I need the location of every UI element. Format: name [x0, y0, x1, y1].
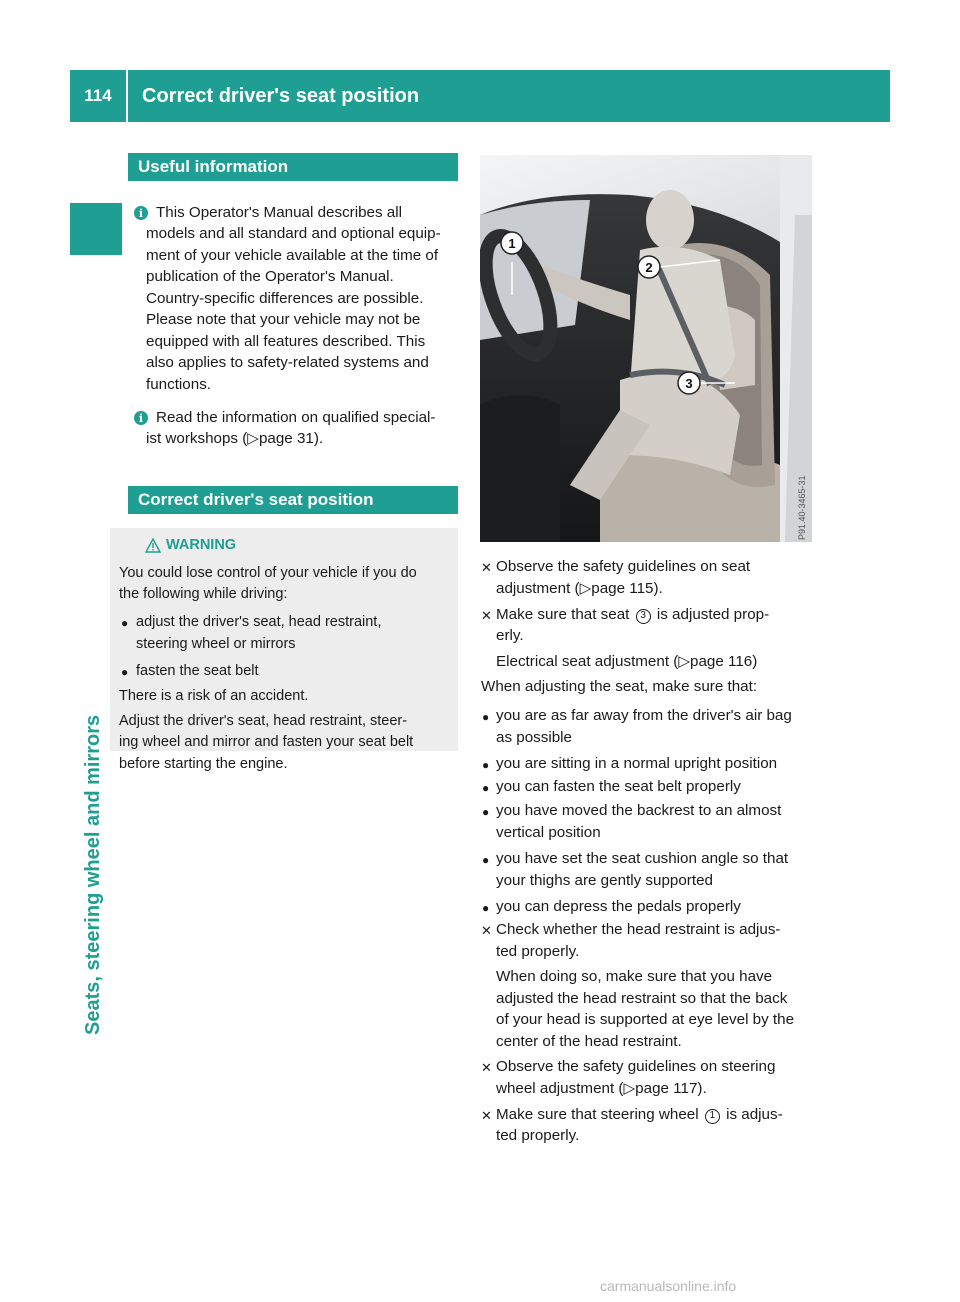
warning-text: ing wheel and mirror and fasten your seat belt [119, 734, 414, 750]
page-ref-arrow-icon: ▷ [623, 1080, 636, 1097]
bullet-text: you have set the seat cushion angle so that [496, 850, 789, 867]
bullet-text: you have moved the backrest to an almost [496, 802, 782, 819]
side-tab-marker [70, 203, 122, 255]
step-text: Check whether the head restraint is adjus- [496, 921, 781, 938]
info-note-line: equipped with all features described. This [146, 333, 426, 350]
warning-text: the following while driving: [119, 586, 288, 602]
bullet-text: as possible [496, 729, 572, 746]
page-ref-arrow-icon: ▷ [579, 580, 592, 597]
page-ref-arrow-icon: ▷ [247, 430, 259, 447]
info-note-line: publication of the Operator's Manual. [146, 268, 394, 285]
page-number: 114 [84, 86, 112, 105]
info-icon: i [134, 411, 148, 425]
warning-triangle-icon [145, 538, 161, 553]
side-tab-label: Seats, steering wheel and mirrors [82, 714, 104, 1035]
watermark: carmanualsonline.info [600, 1278, 737, 1294]
ref-text: ist workshops ( [146, 430, 248, 447]
bullet-icon: ● [482, 781, 490, 795]
step-text [496, 1104, 783, 1126]
bullet-text: you are as far away from the driver's air bag [496, 707, 792, 724]
warning-text: Adjust the driver's seat, head restraint, steer- [119, 713, 408, 729]
step-detail: adjusted the head restraint so that the back [496, 990, 788, 1007]
step-detail: of your head is supported at eye level by the [496, 1011, 795, 1028]
step-arrow-icon: ✕ [481, 1060, 492, 1075]
useful-info-heading: Useful information [128, 153, 458, 181]
callout-3: 3 [685, 376, 693, 391]
step-text [496, 651, 757, 673]
page-ref-link[interactable]: page 117). [635, 1080, 707, 1097]
section-heading: Correct driver's seat position [128, 486, 458, 514]
page-ref-link[interactable]: page 115). [591, 580, 663, 597]
bullet-icon: ● [121, 665, 129, 679]
page-title: Correct driver's seat position [142, 84, 420, 107]
step-text: Observe the safety guidelines on steering [496, 1058, 776, 1075]
info-note-line [146, 428, 323, 450]
bullet-text: you can depress the pedals properly [496, 898, 741, 915]
info-note-line: models and all standard and optional equip- [146, 225, 441, 242]
warning-text: There is a risk of an accident. [119, 688, 309, 704]
bullet-icon: ● [121, 616, 129, 630]
bullet-text: you are sitting in a normal upright position [496, 755, 778, 772]
warning-title: WARNING [166, 537, 237, 553]
bullet-text: your thighs are gently supported [496, 872, 713, 889]
page-ref-link[interactable]: page 31). [258, 430, 324, 447]
step-arrow-icon: ✕ [481, 560, 492, 575]
bullet-icon: ● [482, 758, 490, 772]
step-text: ted properly. [496, 1127, 580, 1144]
step-text [496, 604, 769, 626]
warning-bullet: steering wheel or mirrors [136, 636, 296, 652]
step-detail: When doing so, make sure that you have [496, 968, 773, 985]
warning-text: before starting the engine. [119, 756, 288, 772]
bullet-icon: ● [482, 853, 490, 867]
step-arrow-icon: ✕ [481, 923, 492, 938]
ref-text: is adjus- [726, 1106, 783, 1123]
callout-ref: 3 [636, 609, 651, 624]
callout-ref: 1 [705, 1109, 720, 1124]
ref-text: Electrical seat adjustment ( [496, 653, 679, 670]
body-text: When adjusting the seat, make sure that: [481, 678, 758, 695]
header-divider [126, 70, 128, 122]
step-arrow-icon: ✕ [481, 1108, 492, 1123]
info-note-line: Read the information on qualified special- [156, 409, 436, 426]
callout-2: 2 [645, 260, 653, 275]
callout-marker [678, 372, 700, 394]
page-header [70, 70, 890, 122]
step-text [496, 578, 663, 600]
ref-text: Make sure that steering wheel [496, 1106, 699, 1123]
warning-bullet: adjust the driver's seat, head restraint, [136, 614, 382, 630]
bullet-text: vertical position [496, 824, 601, 841]
ref-text: Make sure that seat [496, 606, 630, 623]
info-note-line: This Operator's Manual describes all [156, 204, 403, 221]
info-note-line: functions. [146, 376, 212, 393]
step-text: Observe the safety guidelines on seat [496, 558, 751, 575]
bullet-icon: ● [482, 901, 490, 915]
bullet-icon: ● [482, 805, 490, 819]
step-text [496, 1078, 707, 1100]
page-ref-arrow-icon: ▷ [678, 653, 691, 670]
step-text: erly. [496, 627, 524, 644]
bullet-text: you can fasten the seat belt properly [496, 778, 741, 795]
info-note-line: ment of your vehicle available at the time of [146, 247, 439, 264]
seat-position-photo [480, 155, 812, 542]
info-note-line: also applies to safety-related systems and [146, 354, 429, 371]
warning-text: You could lose control of your vehicle if you do [119, 565, 417, 581]
callout-1: 1 [508, 236, 516, 251]
callout-marker [501, 232, 523, 254]
info-icon: i [134, 206, 148, 220]
figure-code: P91.40-3465-31 [797, 475, 807, 540]
ref-text: wheel adjustment ( [496, 1080, 624, 1097]
step-arrow-icon: ✕ [481, 608, 492, 623]
info-note-line: Country-specific differences are possible. [146, 290, 424, 307]
callout-marker [638, 256, 660, 278]
info-note-line: Please note that your vehicle may not be [146, 311, 421, 328]
warning-bullet: fasten the seat belt [136, 663, 259, 679]
page-ref-link[interactable]: page 116) [690, 653, 758, 670]
step-text: ted properly. [496, 943, 580, 960]
step-detail: center of the head restraint. [496, 1033, 682, 1050]
bullet-icon: ● [482, 710, 490, 724]
ref-text: adjustment ( [496, 580, 580, 597]
ref-text: is adjusted prop- [656, 606, 770, 623]
